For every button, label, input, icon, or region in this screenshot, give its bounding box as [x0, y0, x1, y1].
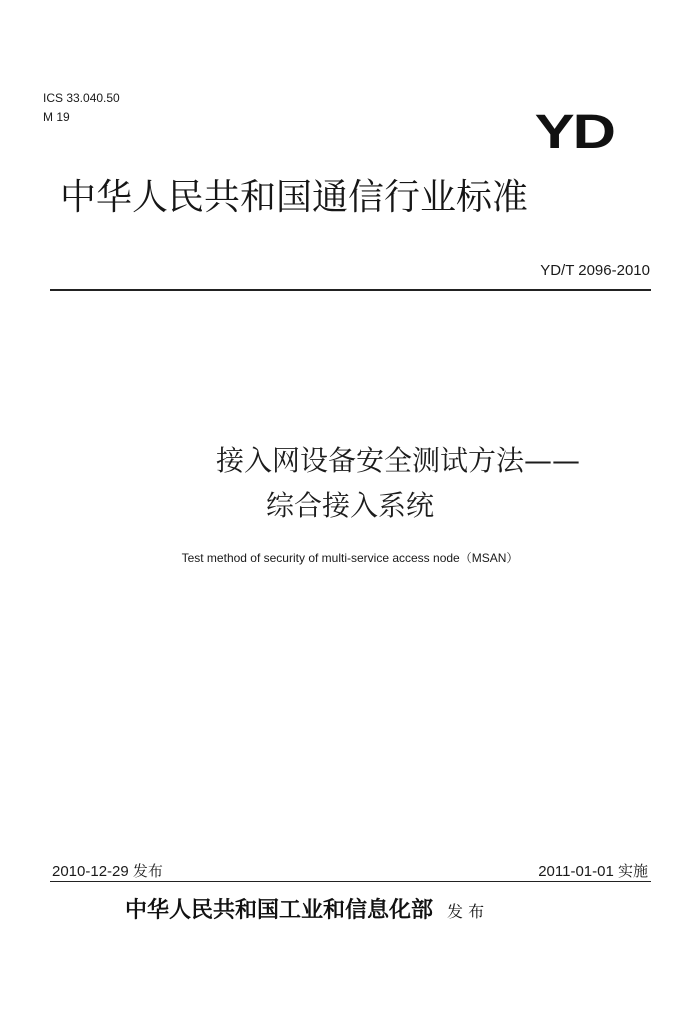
document-title-cn-line2: 综合接入系统	[265, 489, 434, 522]
yd-logo: YD	[534, 104, 614, 159]
issuer-line	[125, 893, 484, 924]
standard-number: YD/T 2096-2010	[540, 262, 650, 279]
bottom-divider	[50, 881, 651, 882]
standard-title: 中华人民共和国通信行业标准	[60, 177, 529, 218]
top-divider	[50, 289, 651, 291]
document-title-en: Test method of security of multi-service access node（MSAN）	[181, 551, 519, 565]
issuer-name: 中华人民共和国工业和信息化部	[125, 897, 434, 923]
classification-code: M 19	[43, 110, 70, 124]
ics-code: ICS 33.040.50	[43, 91, 120, 105]
issue-date: 2010-12-29 发布	[52, 863, 163, 880]
implementation-date: 2011-01-01 实施	[538, 863, 648, 880]
issuer-suffix: 发 布	[447, 902, 485, 921]
document-title-cn-line1: 接入网设备安全测试方法——	[215, 444, 580, 477]
